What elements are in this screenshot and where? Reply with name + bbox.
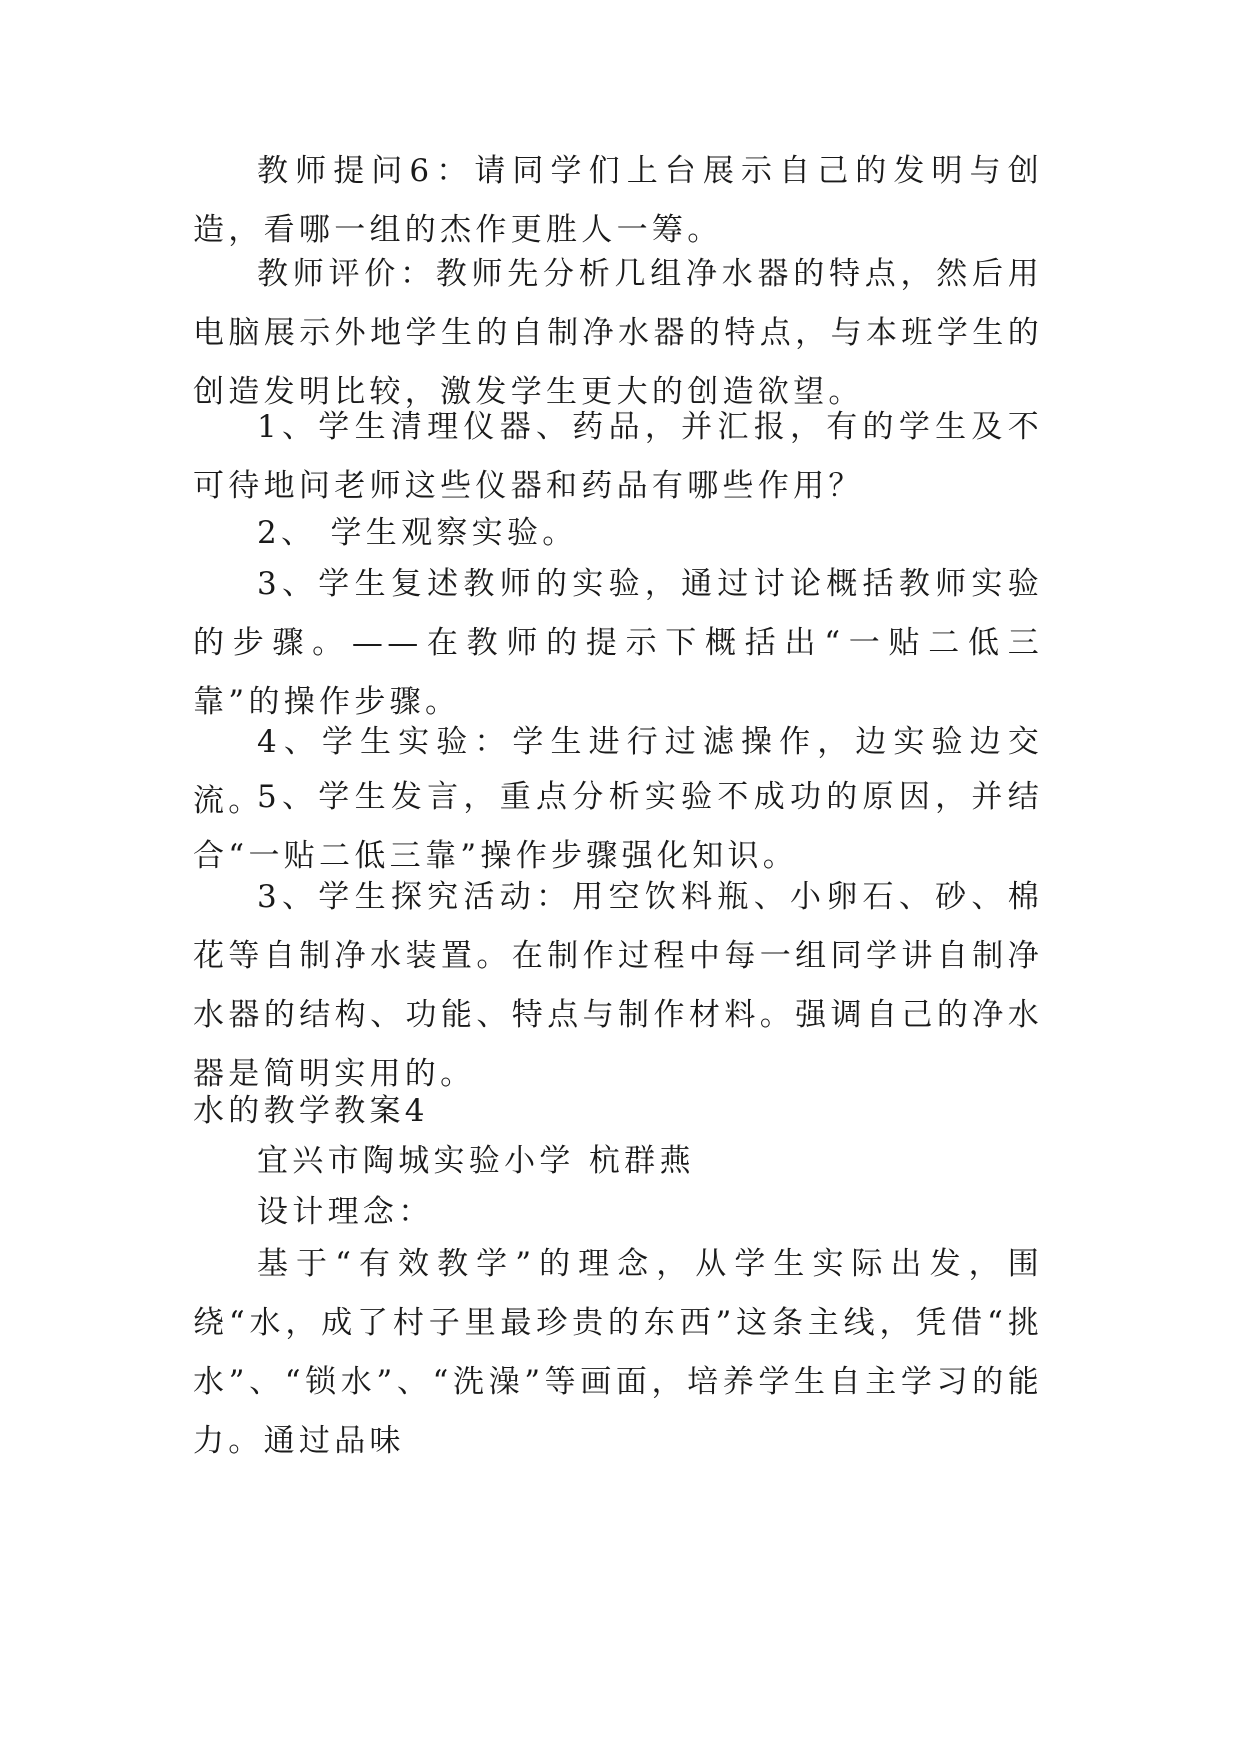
paragraph-teacher-evaluation: 教师评价：教师先分析几组净水器的特点，然后用电脑展示外地学生的自制净水器的特点，与本班学生的创造发明比较，激发学生更大的创造欲望。 — [193, 256, 1043, 410]
design-heading: 设计理念： — [257, 1194, 434, 1230]
paragraph-step-1: 1、学生清理仪器、药品，并汇报，有的学生及不可待地问老师这些仪器和药品有哪些作用？ — [193, 409, 1043, 504]
paragraph-teacher-question: 教师提问6：请同学们上台展示自己的发明与创造，看哪一组的杰作更胜人一筹。 — [193, 153, 1043, 248]
paragraph-step-3: 3、学生复述教师的实验，通过讨论概括教师实验的步骤。——在教师的提示下概括出“一贴二低三靠”的操作步骤。 — [193, 566, 1043, 720]
section-title: 水的教学教案4 — [193, 1093, 429, 1129]
paragraph-step-4: 4、学生实验：学生进行过滤操作，边实验边交流。 — [193, 724, 1043, 819]
design-paragraph: 基于“有效教学”的理念，从学生实际出发，围绕“水，成了村子里最珍贵的东西”这条主线，凭借“挑水”、“锁水”、“洗澡”等画面，培养学生自主学习的能力。通过品味 — [193, 1246, 1043, 1459]
paragraph-inquiry-activity: 3、学生探究活动：用空饮料瓶、小卵石、砂、棉花等自制净水装置。在制作过程中每一组同学讲自制净水器的结构、功能、特点与制作材料。强调自己的净水器是简明实用的。 — [193, 879, 1043, 1092]
paragraph-step-2: 2、 学生观察实验。 — [257, 515, 578, 551]
paragraph-step-5: 5、学生发言，重点分析实验不成功的原因，并结合“一贴二低三靠”操作步骤强化知识。 — [193, 779, 1043, 874]
author-line: 宜兴市陶城实验小学 杭群燕 — [257, 1143, 695, 1179]
